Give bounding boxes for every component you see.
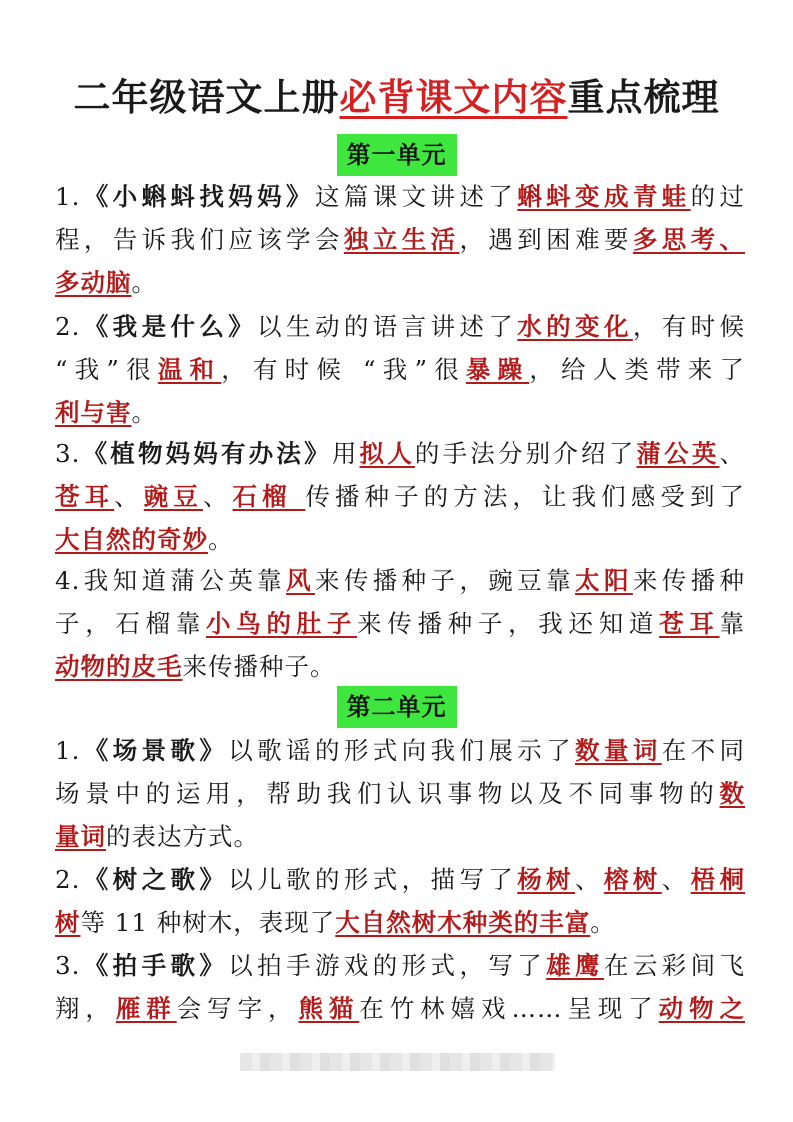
key-point: 杨树 <box>517 865 576 894</box>
key-point: 石榴 <box>232 482 306 511</box>
key-point: 数 <box>719 779 745 808</box>
key-point: 量词 <box>55 822 106 851</box>
text-line <box>55 475 745 518</box>
key-point: 榕树 <box>603 865 662 894</box>
key-point: 多动脑 <box>55 268 132 297</box>
text-line <box>55 602 745 645</box>
text: 、 <box>719 439 746 468</box>
key-point: 风 <box>286 566 315 595</box>
text: 以生动的语言讲述了 <box>257 312 518 341</box>
text: ，给人类带来了 <box>529 355 746 384</box>
text: 场景中的运用，帮助我们认识事物以及不同事物的 <box>55 779 720 808</box>
text-line <box>55 518 745 561</box>
key-point: 蝌蚪变成青蛙 <box>517 182 691 211</box>
key-point: 水的变化 <box>517 312 633 341</box>
page-title <box>0 68 793 128</box>
text-line <box>55 391 745 434</box>
lesson-title: 《树之歌》 <box>80 865 229 894</box>
text-line <box>55 348 745 391</box>
unit1-paragraph-1 <box>55 175 745 304</box>
text: 。 <box>131 268 157 297</box>
text: 以拍手游戏的形式，写了 <box>228 951 547 980</box>
text: 会写字， <box>176 994 299 1023</box>
key-point: 蒲公英 <box>636 439 720 468</box>
unit2-paragraph-2 <box>55 858 745 944</box>
key-point: 温和 <box>157 355 222 384</box>
text-line <box>55 175 745 218</box>
text: 来传播种子。 <box>182 652 336 681</box>
text-line <box>55 432 745 475</box>
text: 以歌谣的形式向我们展示了 <box>228 736 576 765</box>
text: 的过 <box>690 182 746 211</box>
key-point: 独立生活 <box>343 225 460 254</box>
title-prefix: 二年级语文上册 <box>73 76 340 119</box>
key-point: 苍耳 <box>55 482 115 511</box>
key-point: 动物之 <box>658 994 746 1023</box>
watermark-bar <box>240 1053 555 1071</box>
text: 传播种子的方法，让我们感受到了 <box>305 482 746 511</box>
key-point: 利与害 <box>55 398 132 427</box>
text: 。 <box>590 908 616 937</box>
item-number: 2. <box>55 865 81 894</box>
unit1-paragraph-4 <box>55 559 745 688</box>
key-point: 苍耳 <box>659 609 720 638</box>
text-line <box>55 858 745 901</box>
key-point: 太阳 <box>575 566 633 595</box>
text: 靠 <box>719 609 746 638</box>
text-line <box>55 944 745 987</box>
text: 。 <box>208 525 234 554</box>
unit2-paragraph-3 <box>55 944 745 1030</box>
key-point: 雁群 <box>115 994 177 1023</box>
text: 以儿歌的形式，描写了 <box>228 865 518 894</box>
text: 、 <box>575 865 604 894</box>
text-line <box>55 559 745 602</box>
text: “我”很 <box>55 355 158 384</box>
text: 在不同 <box>661 736 746 765</box>
text: 的表达方式。 <box>106 822 259 851</box>
item-number: 3. <box>55 439 81 468</box>
text: 翔， <box>55 994 116 1023</box>
text-line <box>55 729 745 772</box>
text: ，有时候 “我”很 <box>221 355 466 384</box>
title-suffix: 重点梳理 <box>567 76 720 119</box>
unit-heading-2 <box>0 686 793 728</box>
key-point: 多思考、 <box>632 225 746 254</box>
lesson-title: 《植物妈妈有办法》 <box>80 439 332 468</box>
text: 在云彩间飞 <box>603 951 746 980</box>
key-point: 树 <box>55 908 81 937</box>
item-number: 2. <box>55 312 81 341</box>
lesson-title: 《小蝌蚪找妈妈》 <box>80 182 315 211</box>
unit-label: 第二单元 <box>337 686 457 728</box>
text: 用 <box>331 439 360 468</box>
text: 。 <box>131 398 157 427</box>
unit-label: 第一单元 <box>337 134 457 176</box>
text-line <box>55 815 745 858</box>
text: 这篇课文讲述了 <box>314 182 518 211</box>
text-line <box>55 645 745 688</box>
key-point: 拟人 <box>359 439 415 468</box>
item-number: 1. <box>55 736 81 765</box>
key-point: 梧桐 <box>690 865 746 894</box>
lesson-title: 《我是什么》 <box>80 312 258 341</box>
text: 等 11 种树木，表现了 <box>80 908 336 937</box>
text: ，遇到困难要 <box>459 225 633 254</box>
text-line <box>55 987 745 1030</box>
text: 、 <box>661 865 691 894</box>
title-highlight: 必背课文内容 <box>339 76 568 119</box>
text: 来传播种 <box>632 566 746 595</box>
text: 来传播种子，豌豆靠 <box>314 566 576 595</box>
unit-heading-1 <box>0 134 793 176</box>
key-point: 数量词 <box>575 736 662 765</box>
text-line <box>55 901 745 944</box>
lesson-title: 《场景歌》 <box>80 736 229 765</box>
key-point: 暴躁 <box>465 355 530 384</box>
text-line <box>55 218 745 261</box>
key-point: 熊猫 <box>298 994 360 1023</box>
text-line <box>55 305 745 348</box>
lesson-title: 《拍手歌》 <box>80 951 229 980</box>
text: 、 <box>114 482 144 511</box>
item-number: 3. <box>55 951 81 980</box>
text: 的手法分别介绍了 <box>414 439 637 468</box>
text: 在竹林嬉戏……呈现了 <box>359 994 659 1023</box>
text: 程，告诉我们应该学会 <box>55 225 344 254</box>
unit1-paragraph-2 <box>55 305 745 434</box>
key-point: 小鸟的肚子 <box>206 609 358 638</box>
key-point: 雄鹰 <box>546 951 604 980</box>
text: 来传播种子，我还知道 <box>357 609 660 638</box>
unit2-paragraph-1 <box>55 729 745 858</box>
text: 4.我知道蒲公英靠 <box>55 566 287 595</box>
text: 、 <box>202 482 233 511</box>
text-line <box>55 261 745 304</box>
unit1-paragraph-3 <box>55 432 745 561</box>
text: ，有时候 <box>632 312 746 341</box>
text-line <box>55 772 745 815</box>
key-point: 动物的皮毛 <box>55 652 183 681</box>
item-number: 1. <box>55 182 81 211</box>
text: 子，石榴靠 <box>55 609 207 638</box>
key-point: 豌豆 <box>143 482 203 511</box>
key-point: 大自然树木种类的丰富 <box>335 908 591 937</box>
key-point: 大自然的奇妙 <box>55 525 208 554</box>
